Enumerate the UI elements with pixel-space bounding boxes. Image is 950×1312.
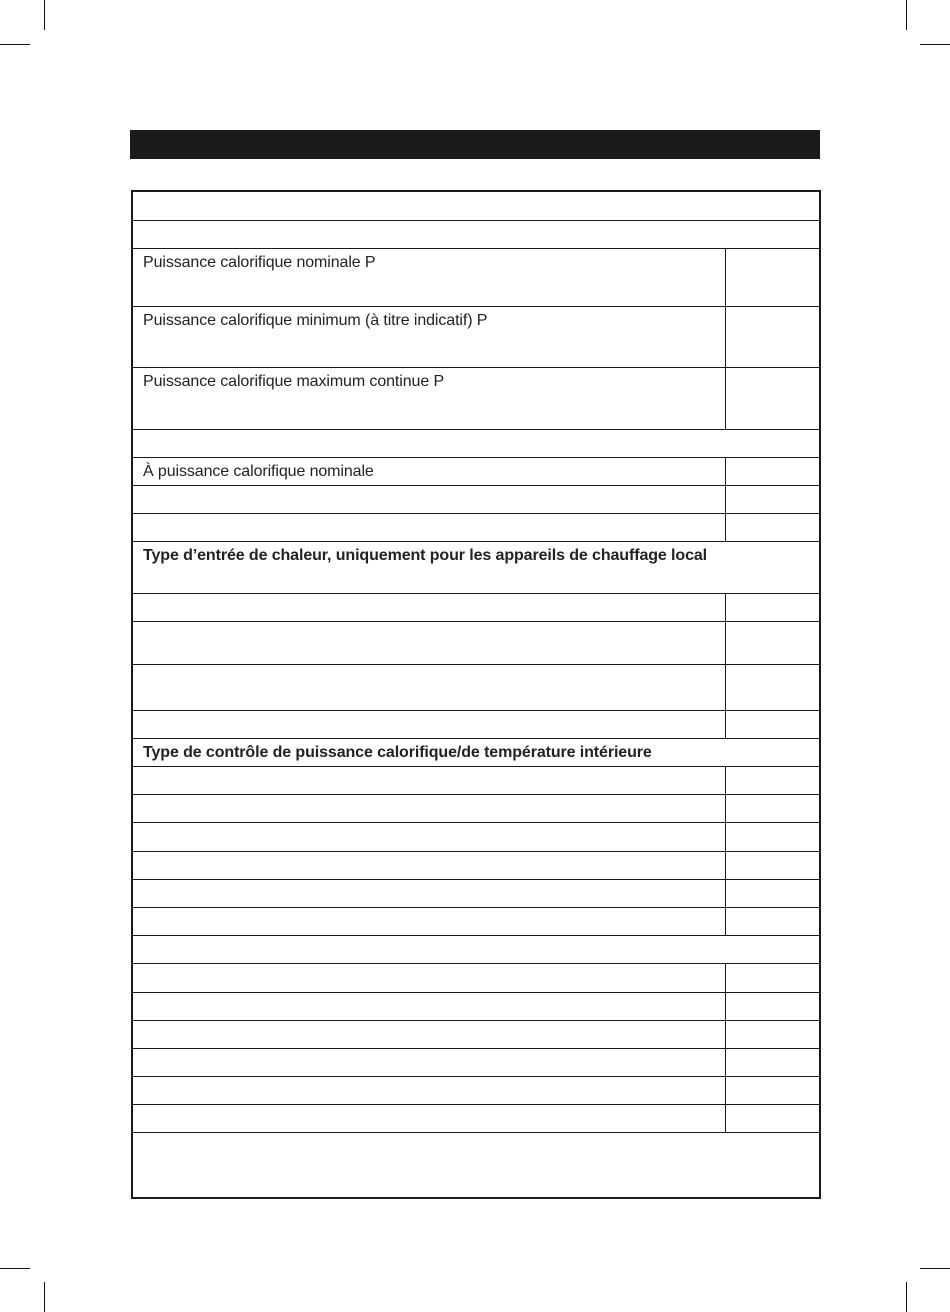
row-label — [133, 852, 725, 879]
value-cell — [725, 514, 819, 541]
crop-mark — [920, 44, 950, 45]
value-cell — [725, 993, 819, 1020]
table-row — [133, 221, 819, 249]
row-label — [133, 880, 725, 907]
value-cell — [725, 767, 819, 794]
table-row — [133, 665, 819, 711]
table-row — [133, 795, 819, 823]
crop-mark — [44, 1282, 45, 1312]
row-label — [133, 823, 725, 851]
table-row — [133, 1021, 819, 1049]
value-cell — [725, 1021, 819, 1048]
value-cell — [725, 711, 819, 738]
row-label — [133, 622, 725, 664]
table-row — [133, 430, 819, 458]
section-heading: Type d’entrée de chaleur, uniquement pour les appareils de chauffage local — [143, 547, 708, 564]
table-row — [133, 249, 819, 307]
row-label — [133, 594, 725, 621]
table-row — [133, 711, 819, 739]
table-row — [133, 514, 819, 542]
row-label — [133, 1105, 725, 1132]
value-cell — [725, 486, 819, 513]
table-row — [133, 767, 819, 795]
value-cell — [725, 880, 819, 907]
row-label — [133, 767, 725, 794]
table-row — [133, 594, 819, 622]
table-row — [133, 368, 819, 430]
table-row — [133, 622, 819, 665]
table-row — [133, 192, 819, 221]
value-cell — [725, 908, 819, 935]
value-cell — [725, 1105, 819, 1132]
value-cell — [725, 1077, 819, 1104]
row-label — [133, 1021, 725, 1048]
value-cell — [725, 307, 819, 367]
crop-mark — [906, 0, 907, 30]
table-row — [133, 852, 819, 880]
table-row — [133, 936, 819, 964]
row-label: À puissance calorifique nominale — [143, 463, 374, 480]
table-row — [133, 1105, 819, 1133]
table-row — [133, 993, 819, 1021]
table-row — [133, 880, 819, 908]
crop-mark — [920, 1268, 950, 1269]
value-cell — [725, 249, 819, 306]
value-cell — [725, 852, 819, 879]
row-label — [133, 711, 725, 738]
value-cell — [725, 1049, 819, 1076]
section-header-bar — [130, 130, 820, 159]
value-cell — [725, 795, 819, 822]
table-row — [133, 458, 819, 486]
row-label — [133, 665, 725, 710]
row-label — [133, 795, 725, 822]
row-label: Puissance calorifique nominale P — [143, 254, 376, 271]
value-cell — [725, 823, 819, 851]
value-cell — [725, 458, 819, 485]
value-cell — [725, 594, 819, 621]
row-label — [133, 1077, 725, 1104]
row-label — [133, 964, 725, 992]
table-row — [133, 542, 819, 594]
crop-mark — [0, 1268, 30, 1269]
table-row — [133, 739, 819, 767]
row-label — [133, 936, 819, 963]
row-label — [133, 1049, 725, 1076]
crop-mark — [0, 44, 30, 45]
row-label — [133, 221, 819, 248]
row-label — [133, 908, 725, 935]
table-row — [133, 307, 819, 368]
product-info-table — [131, 190, 821, 1199]
value-cell — [725, 368, 819, 429]
crop-mark — [906, 1282, 907, 1312]
table-row — [133, 486, 819, 514]
row-label — [133, 1133, 819, 1197]
row-label — [133, 192, 819, 220]
row-label: Puissance calorifique minimum (à titre indicatif) P — [143, 312, 488, 329]
section-heading: Type de contrôle de puissance calorifique/de température intérieure — [143, 744, 652, 761]
crop-mark — [44, 0, 45, 30]
row-label — [133, 486, 725, 513]
row-label — [133, 430, 819, 457]
table-row — [133, 1077, 819, 1105]
value-cell — [725, 665, 819, 710]
table-row — [133, 908, 819, 936]
table-row — [133, 1049, 819, 1077]
table-row — [133, 823, 819, 852]
row-label — [133, 514, 725, 541]
table-row — [133, 964, 819, 993]
value-cell — [725, 964, 819, 992]
row-label: Puissance calorifique maximum continue P — [143, 373, 445, 390]
table-row — [133, 1133, 819, 1197]
value-cell — [725, 622, 819, 664]
row-label — [133, 993, 725, 1020]
